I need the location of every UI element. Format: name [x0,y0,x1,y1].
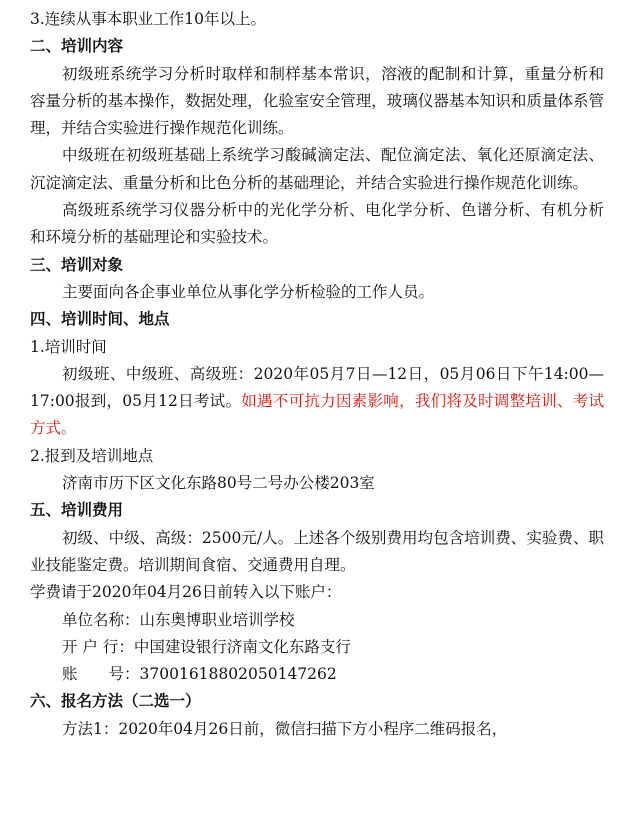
section-heading-time-place: 四、培训时间、地点 [30,310,170,329]
paragraph-beginner: 初级班系统学习分析时取样和制样基本常识，溶液的配制和计算，重量分析和容量分析的基本操作，数据处理，化验室安全管理，玻璃仪器基本知识和质量体系管理，并结合实验进行操作规范化训练。 [30,64,604,138]
account-value: 37001618802050147262 [139,665,337,684]
transfer-note: 学费请于2020年04月26日前转入以下账户： [30,583,342,602]
bank-value: 中国建设银行济南文化东路支行 [133,637,351,656]
payee-value: 山东奥博职业培训学校 [139,610,295,629]
payee-label: 单位名称： [62,610,140,629]
time-notice: 如遇不可抗力因素影响，我们将及时调整培训、考试方式。 [30,392,604,438]
paragraph-intermediate: 中级班在初级班基础上系统学习酸碱滴定法、配位滴定法、氧化还原滴定法、沉淀滴定法、重量分析和比色分析的基础理论，并结合实验进行操作规范化训练。 [30,146,604,192]
paragraph-advanced: 高级班系统学习仪器分析中的光化学分析、电化学分析、色谱分析、有机分析和环境分析的基础理论和实验技术。 [30,201,604,247]
bank-label: 开 户 行： [62,637,134,656]
bank-row [30,634,604,661]
registration-method-1: 方法1：2020年04月26日前，微信扫描下方小程序二维码报名， [62,719,508,738]
section-heading-content: 二、培训内容 [30,37,124,56]
subheading-place: 2.报到及培训地点 [30,446,154,465]
account-label: 账 号： [62,665,140,684]
time-text: 初级班、中级班、高级班：2020年05月7日—12日，05月06日下午14:00—17:00报到，05月12日考试。 [30,364,604,411]
requirement-item-3: 3.连续从事本职业工作10年以上。 [30,10,267,28]
section-heading-fees: 五、培训费用 [30,501,124,520]
paragraph-address: 济南市历下区文化东路80号二号办公楼203室 [62,474,375,493]
section-heading-audience: 三、培训对象 [30,255,124,274]
payee-row [30,607,604,634]
paragraph-fees: 初级、中级、高级：2500元/人。上述各个级别费用均包含培训费、实验费、职业技能鉴定费。培训期间食宿、交通费用自理。 [30,528,604,574]
subheading-time: 1.培训时间 [30,337,107,356]
paragraph-audience: 主要面向各企事业单位从事化学分析检验的工作人员。 [62,282,435,301]
paragraph-time [30,361,604,443]
section-heading-registration: 六、报名方法（二选一） [30,692,201,711]
account-row [30,661,604,688]
